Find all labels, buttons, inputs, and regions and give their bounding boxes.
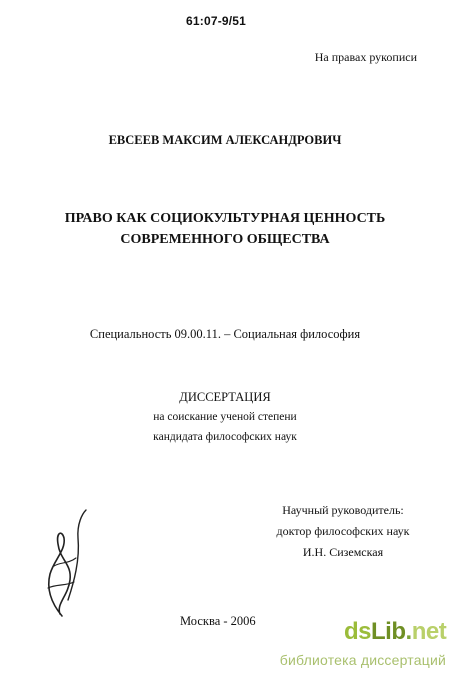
dissertation-title [0, 208, 450, 250]
watermark-subtitle: библиотека диссертаций [279, 652, 446, 668]
title-line-1: ПРАВО КАК СОЦИОКУЛЬТУРНАЯ ЦЕННОСТЬ [64, 211, 386, 226]
author-name: ЕВСЕЕВ МАКСИМ АЛЕКСАНДРОВИЧ [108, 133, 342, 147]
manuscript-rights-note: На правах рукописи [314, 50, 417, 64]
handwritten-signature [38, 504, 94, 622]
advisor-name: И.Н. Сиземская [302, 545, 384, 559]
city-year: Москва - 2006 [180, 614, 256, 628]
watermark-logo: dsLib.net [344, 618, 447, 645]
title-line-2: СОВРЕМЕННОГО ОБЩЕСТВА [120, 232, 330, 247]
dissertation-heading: ДИССЕРТАЦИЯ [179, 390, 271, 404]
advisor-degree: доктор философских наук [276, 524, 410, 538]
dslib-watermark [268, 618, 446, 674]
archive-code: 61:07-9/51 [186, 14, 247, 28]
dissertation-block [0, 387, 450, 447]
degree-name: кандидата философских наук [153, 431, 297, 443]
specialty-line: Специальность 09.00.11. – Социальная философия [89, 327, 361, 341]
advisor-block [263, 500, 423, 563]
advisor-label: Научный руководитель: [282, 503, 404, 517]
degree-purpose: на соискание ученой степени [153, 411, 297, 423]
